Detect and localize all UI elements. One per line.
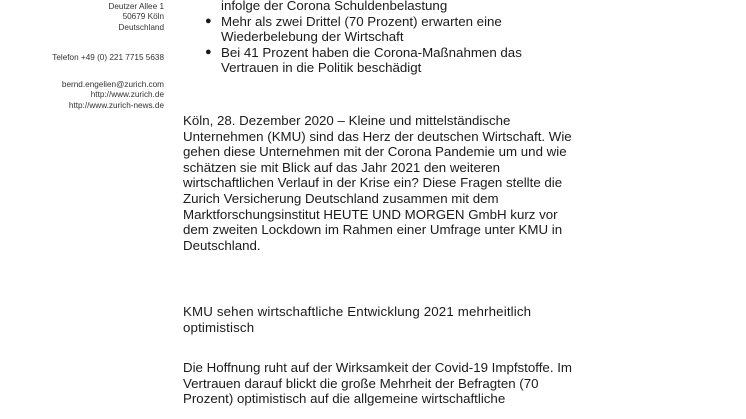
subheading-line: optimistisch [183,319,255,335]
list-item-text: Mehr als zwei Drittel (70 Prozent) erwarten eine [221,13,502,29]
address-country: Deutschland [118,22,164,32]
list-item-text: Vertrauen in die Politik beschädigt [221,60,422,76]
paragraph-line: Marktforschungsinstitut HEUTE UND MORGEN GmbH kurz vor [183,206,558,222]
paragraph-line: wirtschaftlichen Verlauf in der Krise ein? Diese Fragen stellte die [183,175,563,191]
contact-block [0,80,164,111]
phone-number: Telefon +49 (0) 221 7715 5638 [52,53,164,62]
address-city: 50679 Köln [122,12,164,22]
subheading-line: KMU sehen wirtschaftliche Entwicklung 2021 mehrheitlich [183,304,532,319]
bullet-icon: ● [205,14,212,27]
list-item-text: infolge der Corona Schuldenbelastung [221,0,448,13]
paragraph-line: Deutschland. [183,237,261,253]
paragraph-line: Prozent) optimistisch auf die allgemeine wirtschaftliche [183,391,506,407]
section-subheading [183,304,643,335]
list-item [183,0,653,14]
phone-block [0,53,164,63]
paragraph-line: schätzen sie mit Blick auf das Jahr 2021 den weiteren [183,159,501,175]
address-street: Deutzer Allee 1 [108,2,164,11]
news-website-link[interactable]: http://www.zurich-news.de [68,100,164,110]
website-link[interactable]: http://www.zurich.de [90,90,164,100]
list-item [183,14,653,45]
intro-paragraph [183,113,643,253]
bullet-icon: ● [205,45,212,58]
paragraph-line: Zurich Versicherung Deutschland zusammen mit dem [183,190,499,206]
email-link[interactable]: bernd.engelien@zurich.com [61,80,164,89]
paragraph-line: Vertrauen darauf blickt die große Mehrheit der Befragten (70 [183,375,539,391]
list-item-text: Bei 41 Prozent haben die Corona-Maßnahmen das [221,44,522,60]
body-paragraph [183,360,643,407]
address-block [0,2,164,33]
list-item [183,45,653,76]
list-item-text: Wiederbelebung der Wirtschaft [221,29,404,45]
paragraph-line: Die Hoffnung ruht auf der Wirksamkeit der Covid-19 Impfstoffe. Im [183,360,572,375]
paragraph-line: dem zweiten Lockdown im Rahmen einer Umfrage unter KMU in [183,222,563,238]
paragraph-line: gehen diese Unternehmen mit der Corona Pandemie um und wie [183,144,567,160]
paragraph-line: Köln, 28. Dezember 2020 – Kleine und mittelständische [183,113,511,128]
paragraph-line: Unternehmen (KMU) sind das Herz der deutschen Wirtschaft. Wie [183,128,572,144]
key-findings-list [183,0,653,76]
